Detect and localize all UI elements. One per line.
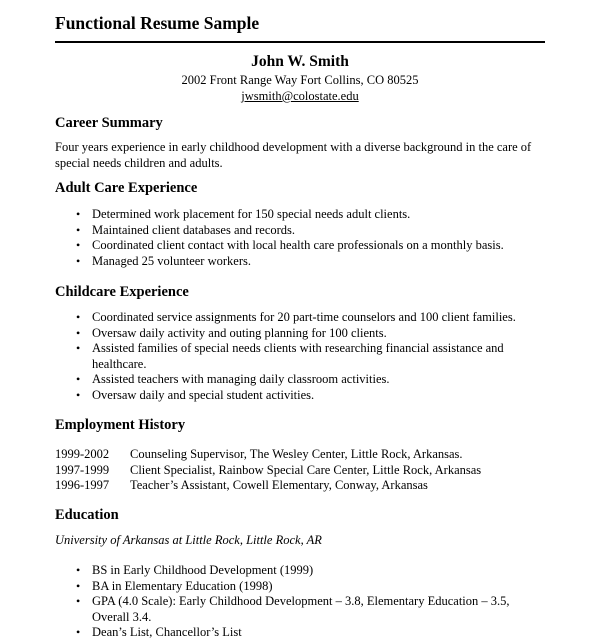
table-row bbox=[55, 463, 545, 479]
education-school: University of Arkansas at Little Rock, Little Rock, AR bbox=[55, 533, 322, 547]
education-list bbox=[55, 563, 545, 641]
employment-years: 1999-2002 bbox=[55, 447, 110, 461]
document-title: Functional Resume Sample bbox=[55, 13, 260, 33]
list-item: • Assisted teachers with managing daily classroom activities. bbox=[55, 372, 545, 388]
adult-care-heading: Adult Care Experience bbox=[55, 180, 198, 196]
list-item: • GPA (4.0 Scale): Early Childhood Development – 3.8, Elementary Education – 3.5, Overall 3.4. bbox=[55, 594, 545, 625]
childcare-list bbox=[55, 310, 545, 403]
list-item: • Assisted families of special needs clients with researching financial assistance and healthcare. bbox=[55, 341, 545, 372]
employment-role: Client Specialist, Rainbow Special Care Center, Little Rock, Arkansas bbox=[130, 462, 482, 477]
list-item: • Dean’s List, Chancellor’s List bbox=[55, 625, 545, 641]
employment-role: Teacher’s Assistant, Cowell Elementary, Conway, Arkansas bbox=[130, 478, 428, 492]
employment-years: 1996-1997 bbox=[55, 478, 110, 492]
list-item: • Maintained client databases and records. bbox=[55, 223, 545, 239]
list-item: • BA in Elementary Education (1998) bbox=[55, 579, 545, 595]
childcare-heading: Childcare Experience bbox=[55, 284, 189, 300]
employment-role: Counseling Supervisor, The Wesley Center, Little Rock, Arkansas. bbox=[130, 447, 463, 461]
list-item: • BS in Early Childhood Development (1999) bbox=[55, 563, 545, 579]
applicant-address: 2002 Front Range Way Fort Collins, CO 80525 bbox=[181, 73, 419, 87]
applicant-name: John W. Smith bbox=[251, 53, 349, 70]
contact-header bbox=[0, 52, 600, 104]
list-item: • Oversaw daily and special student activities. bbox=[55, 388, 545, 404]
table-row bbox=[55, 447, 545, 463]
employment-years: 1997-1999 bbox=[55, 462, 110, 477]
adult-care-list bbox=[55, 207, 545, 269]
list-item: • Coordinated client contact with local health care professionals on a monthly basis. bbox=[55, 238, 545, 254]
table-row bbox=[55, 478, 545, 494]
title-divider bbox=[55, 41, 545, 43]
employment-table bbox=[55, 447, 545, 494]
list-item: • Coordinated service assignments for 20 part-time counselors and 100 client families. bbox=[55, 310, 545, 326]
education-heading: Education bbox=[55, 507, 119, 523]
list-item: • Managed 25 volunteer workers. bbox=[55, 254, 545, 270]
list-item: • Oversaw daily activity and outing planning for 100 clients. bbox=[55, 326, 545, 342]
applicant-email-link[interactable]: jwsmith@colostate.edu bbox=[241, 89, 359, 103]
career-summary-heading: Career Summary bbox=[55, 115, 163, 131]
list-item: • Determined work placement for 150 special needs adult clients. bbox=[55, 207, 545, 223]
career-summary-text: Four years experience in early childhood development with a diverse background in the care of special needs children and adults. bbox=[55, 140, 532, 170]
employment-heading: Employment History bbox=[55, 417, 186, 433]
